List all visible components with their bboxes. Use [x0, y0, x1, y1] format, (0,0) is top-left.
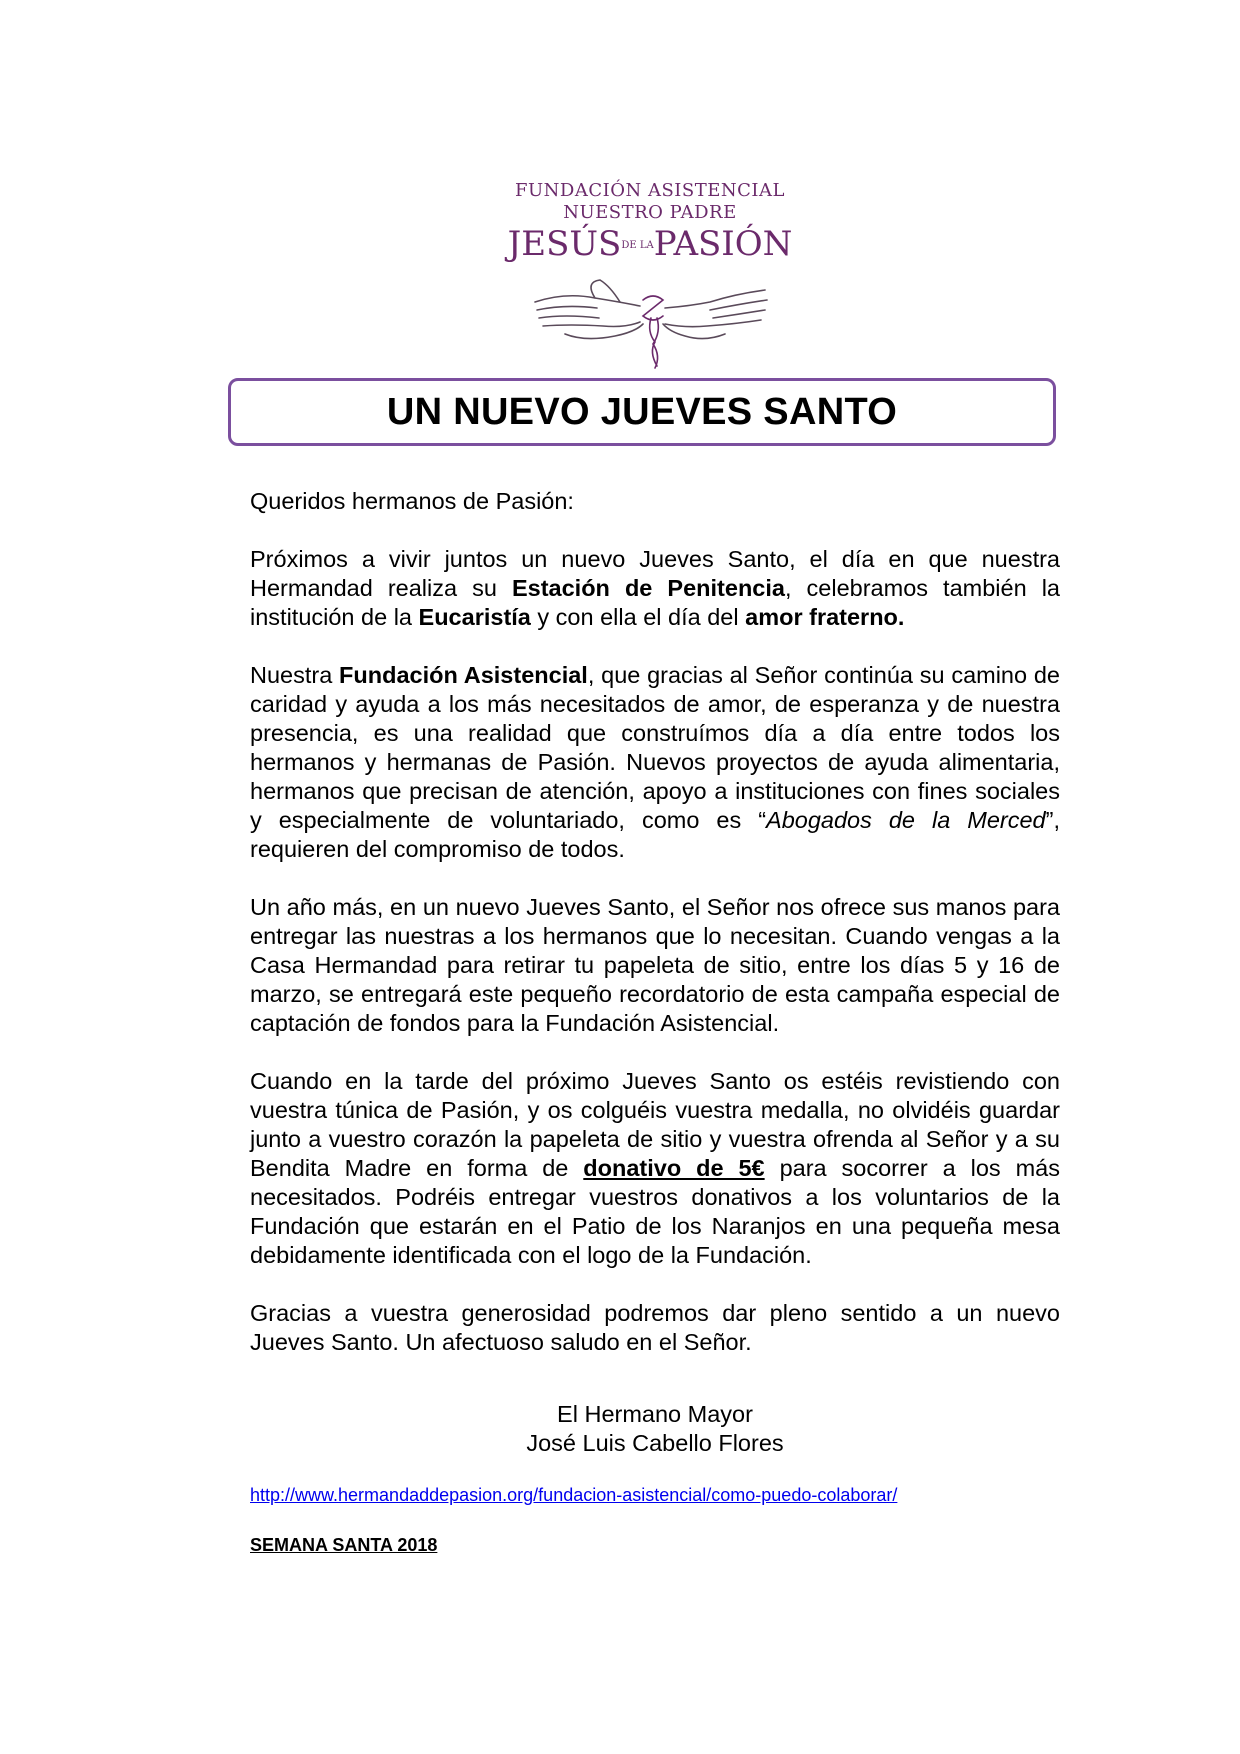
signature-role: El Hermano Mayor: [557, 1401, 753, 1427]
paragraph-4: Cuando en la tarde del próximo Jueves Santo os estéis revistiendo con vuestra túnica de Pasión, y os colguéis vuestra medalla, no olvidéis guardar junto a vuestro corazón la papeleta de sitio y vuestra ofrenda al Señor y a su Bendita Madre en forma de donativo de 5€ para socorrer a los más necesitados. Podréis entregar vuestros donativos a los voluntarios de la Fundación que estarán en el Patio de los Naranjos en una pequeña mesa debidamente identificada con el logo de la Fundación.: [250, 1068, 1060, 1268]
document-title: UN NUEVO JUEVES SANTO: [386, 390, 898, 433]
paragraph-5: Gracias a vuestra generosidad podremos dar pleno sentido a un nuevo Jueves Santo. Un afectuoso saludo en el Señor.: [250, 1300, 1060, 1355]
signature-name: José Luis Cabello Flores: [526, 1430, 784, 1456]
title-box: [228, 378, 1056, 446]
footer-label: SEMANA SANTA 2018: [250, 1535, 438, 1555]
paragraph-3: Un año más, en un nuevo Jueves Santo, el Señor nos ofrece sus manos para entregar las nuestras a los hermanos que lo necesitan. Cuando vengas a la Casa Hermandad para retirar tu papeleta de sitio, entre los días 5 y 16 de marzo, se entregará este pequeño recordatorio de esta campaña especial de captación de fondos para la Fundación Asistencial.: [250, 894, 1060, 1036]
collaborate-link[interactable]: http://www.hermandaddepasion.org/fundacion-asistencial/como-puedo-colaborar/: [250, 1485, 898, 1505]
logo-line-1: FUNDACIÓN ASISTENCIAL: [515, 180, 785, 201]
paragraph-2: Nuestra Fundación Asistencial, que gracias al Señor continúa su camino de caridad y ayuda a los más necesitados de amor, de esperanza y de nuestra presencia, es una realidad que construímos día a día entre todos los hermanos y hermanas de Pasión. Nuevos proyectos de ayuda alimentaria, hermanos que precisan de atención, apoyo a instituciones con fines sociales y especialmente de voluntariado, como es “Abogados de la Merced”, requieren del compromiso de todos.: [250, 662, 1060, 862]
letter-body: [250, 487, 1060, 1386]
signature: [250, 1400, 1060, 1458]
foundation-logo: [500, 180, 800, 266]
greeting: Queridos hermanos de Pasión:: [250, 488, 574, 514]
bound-hands-icon: [525, 262, 775, 372]
logo-line-2: NUESTRO PADRE: [563, 202, 737, 223]
logo-line-3: JESÚSDE LAPASIÓN: [507, 224, 793, 264]
paragraph-1: Próximos a vivir juntos un nuevo Jueves Santo, el día en que nuestra Hermandad realiza su Estación de Penitencia, celebramos también la institución de la Eucaristía y con ella el día del amor fraterno.: [250, 546, 1060, 630]
